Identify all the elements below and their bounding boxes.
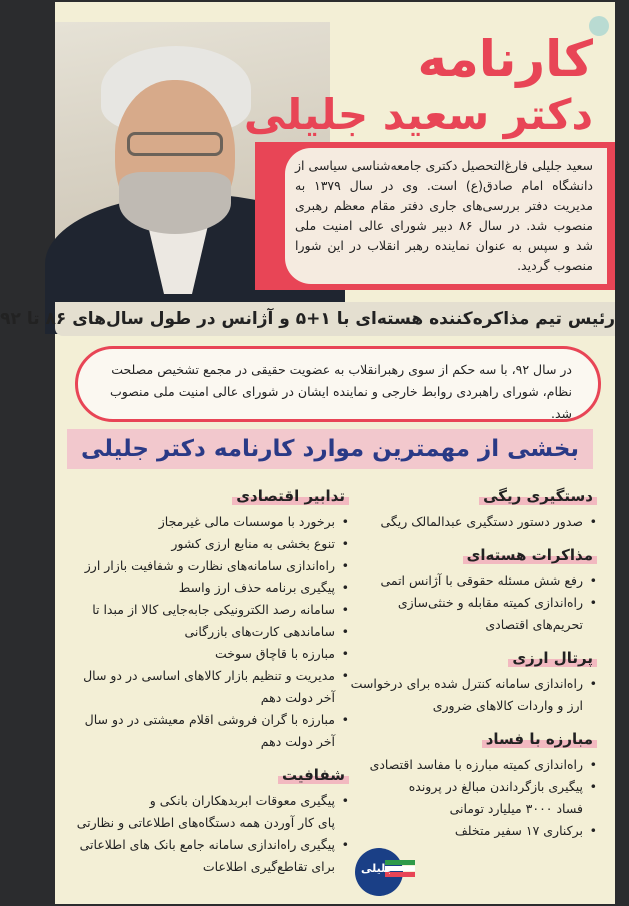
- list-item: • رفع شش مسئله حقوقی با آژانس اتمی: [332, 570, 597, 592]
- list-item: • راه‌اندازی سامانه کنترل شده برای درخواست ارز و واردات کالاهای ضروری: [332, 673, 597, 717]
- category-block: [332, 729, 597, 842]
- list-item: • برخورد با موسسات مالی غیرمجاز: [59, 511, 349, 533]
- list-item: • پیگیری معوقات ابربدهکاران بانکی و پای کار آوردن همه دستگاه‌های اطلاعاتی و نظارتی: [59, 790, 349, 834]
- list-item: • تنوع بخشی به منابع ارزی کشور: [59, 533, 349, 555]
- list-item: • راه‌اندازی کمیته مقابله و خنثی‌سازی تحریم‌های اقتصادی: [332, 592, 597, 636]
- campaign-poster: [0, 2, 615, 904]
- category-block: [59, 486, 349, 753]
- list-item: • صدور دستور دستگیری عبدالمالک ریگی: [332, 511, 597, 533]
- section-title: [61, 429, 599, 471]
- list-item: • پیگیری برنامه حذف ارز واسط: [59, 577, 349, 599]
- category-title: مذاکرات هسته‌ای: [463, 546, 597, 564]
- category-title: مبارزه با فساد: [482, 730, 597, 748]
- bio-text: سعید جلیلی فارغ‌التحصیل دکتری جامعه‌شناسی سیاسی از دانشگاه امام صادق(ع) است. وی در سال ۱۳۷۹ به مدیریت دفتر بررسی‌های جاری دفتر مقام معظم رهبری منصوب شد. در سال ۸۶ دبیر شورای عالی امنیت ملی شد و سپس به عنوان نماینده رهبر انقلاب در این شورا منصوب گردید.: [285, 148, 607, 284]
- campaign-logo: جلیلی: [355, 844, 415, 900]
- list-item: • برکناری ۱۷ سفیر متخلف: [332, 820, 597, 842]
- category-title: دستگیری ریگی: [479, 487, 597, 505]
- category-block: [332, 486, 597, 533]
- list-item: • پیگیری بازگرداندن مبالغ در پرونده فساد ۳۰۰۰ میلیارد تومانی: [332, 776, 597, 820]
- poster-subtitle: دکتر سعید جلیلی: [243, 90, 593, 139]
- list-item: • ساماندهی کارت‌های بازرگانی: [59, 621, 349, 643]
- list-item: • سامانه رصد الکترونیکی جابه‌جایی کالا از مبدا تا: [59, 599, 349, 621]
- category-block: [332, 545, 597, 636]
- category-title: پرتال ارزی: [508, 649, 597, 667]
- list-item: • راه‌اندازی کمیته مبارزه با مفاسد اقتصادی: [332, 754, 597, 776]
- left-column: [59, 486, 349, 890]
- headline-banner: رئیس تیم مذاکره‌کننده هسته‌ای با ۱+۵ و آژانس در طول سال‌های ۸۶ تا ۹۲: [55, 302, 615, 336]
- poster-title: کارنامه: [417, 30, 593, 88]
- list-item: • مبارزه با قاچاق سوخت: [59, 643, 349, 665]
- section-title-text: بخشی از مهمترین موارد کارنامه دکتر جلیلی: [67, 429, 593, 469]
- list-item: • مدیریت و تنظیم بازار کالاهای اساسی در دو سال آخر دولت دهم: [59, 665, 349, 709]
- list-item: • مبارزه با گران فروشی اقلام معیشتی در دو سال آخر دولت دهم: [59, 709, 349, 753]
- list-item: • راه‌اندازی سامانه‌های نظارت و شفافیت بازار ارز: [59, 555, 349, 577]
- right-column: [332, 486, 597, 854]
- category-title: تدابیر اقتصادی: [232, 487, 349, 505]
- category-block: [332, 648, 597, 717]
- list-item: • پیگیری راه‌اندازی سامانه جامع بانک های اطلاعاتی برای تقاطع‌گیری اطلاعات: [59, 834, 349, 878]
- category-title: شفافیت: [278, 766, 349, 784]
- category-block: [59, 765, 349, 878]
- appointment-note: در سال ۹۲، با سه حکم از سوی رهبرانقلاب به عضویت حقیقی در مجمع تشخیص مصلحت نظام، شورای راهبردی روابط خارجی و نماینده ایشان در شورای عالی امنیت ملی منصوب شد.: [75, 346, 601, 422]
